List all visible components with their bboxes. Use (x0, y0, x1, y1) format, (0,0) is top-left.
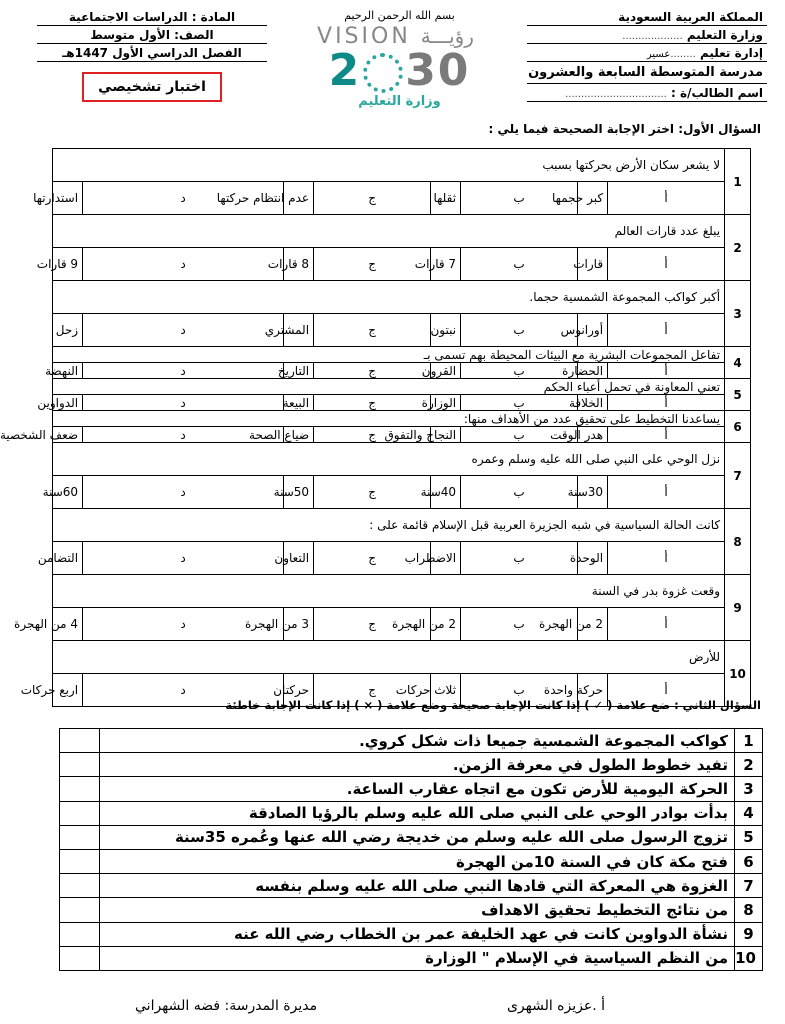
q1-options-row (53, 182, 751, 215)
statement-text: فتح مكة كان في السنة 10من الهجرة (100, 849, 735, 873)
option-letter: د (83, 674, 284, 707)
vision-2030-logo: 2 30 (328, 45, 471, 96)
principal-name: مديرة المدرسة: فضه الشهراني (135, 998, 318, 1014)
q1-question-row (53, 379, 751, 395)
admin-line: إدارة تعليم ........عسير (527, 44, 767, 62)
option-letter: ج (314, 363, 431, 379)
option-letter: ب (461, 674, 578, 707)
kingdom-name: المملكة العربية السعودية (527, 8, 767, 26)
option-letter: أ (608, 363, 725, 379)
option-letter: ب (461, 542, 578, 575)
question-number: 3 (725, 281, 751, 347)
option-text[interactable]: 2 من الهجرة (578, 608, 608, 641)
option-text[interactable]: استدارتها (53, 182, 83, 215)
option-text[interactable]: 8 قارات (284, 248, 314, 281)
question-text: يساعدنا التخطيط على تحقيق عدد من الأهداف منها: (53, 411, 725, 427)
q1-question-row (53, 641, 751, 674)
option-text[interactable]: ضياع الصحة (284, 427, 314, 443)
q1-options-row (53, 476, 751, 509)
q2-statement-row (60, 898, 763, 922)
statement-number: 4 (735, 801, 763, 825)
answer-cell[interactable] (60, 825, 100, 849)
option-text[interactable]: 30سنة (578, 476, 608, 509)
option-letter: أ (608, 427, 725, 443)
option-letter: د (83, 314, 284, 347)
option-text[interactable]: أورانوس (578, 314, 608, 347)
option-text[interactable]: ثقلها (431, 182, 461, 215)
answer-cell[interactable] (60, 777, 100, 801)
q1-options-row (53, 314, 751, 347)
option-text[interactable]: اربع حركات (53, 674, 83, 707)
statement-text: بدأت بوادر الوحي على النبي صلى الله عليه وسلم بالرؤيا الصادقة (100, 801, 735, 825)
header-exam-info (37, 8, 267, 120)
statement-text: من النظم السياسية في الإسلام " الوزارة (100, 946, 735, 970)
subject: المادة : الدراسات الاجتماعية (37, 8, 267, 26)
option-letter: ج (314, 314, 431, 347)
option-letter: د (83, 395, 284, 411)
question-text: كانت الحالة السياسية في شبه الجزيرة العربية قبل الإسلام قائمة على : (53, 509, 725, 542)
statement-number: 7 (735, 874, 763, 898)
option-text[interactable]: حركة واحدة (578, 674, 608, 707)
statement-number: 1 (735, 729, 763, 753)
option-text[interactable]: الدواوين (53, 395, 83, 411)
option-letter: أ (608, 248, 725, 281)
q2-statement-row (60, 922, 763, 946)
option-text[interactable]: التاريخ (284, 363, 314, 379)
option-letter: ب (461, 395, 578, 411)
option-text[interactable]: 4 من الهجرة (53, 608, 83, 641)
q1-question-row (53, 509, 751, 542)
option-text[interactable]: قارات (578, 248, 608, 281)
option-letter: أ (608, 314, 725, 347)
option-letter: ب (461, 314, 578, 347)
grade: الصف: الأول متوسط (37, 26, 267, 44)
q2-statement-row (60, 729, 763, 753)
q1-question-row (53, 443, 751, 476)
option-letter: ج (314, 674, 431, 707)
option-letter: د (83, 608, 284, 641)
q2-statement-row (60, 946, 763, 970)
question-text: للأرض (53, 641, 725, 674)
option-text[interactable]: الخلافة (578, 395, 608, 411)
statement-number: 2 (735, 753, 763, 777)
question-number: 10 (725, 641, 751, 707)
option-letter: ج (314, 248, 431, 281)
option-text[interactable]: 50سنة (284, 476, 314, 509)
answer-cell[interactable] (60, 801, 100, 825)
option-text[interactable]: 3 من الهجرة (284, 608, 314, 641)
option-text[interactable]: التعاون (284, 542, 314, 575)
q1-question-row (53, 411, 751, 427)
option-letter: أ (608, 674, 725, 707)
q2-statement-row (60, 849, 763, 873)
student-name-line: اسم الطالب/ة : ................................ (527, 84, 767, 102)
q2-statement-row (60, 753, 763, 777)
question-number: 1 (725, 149, 751, 215)
option-letter: د (83, 476, 284, 509)
option-text[interactable]: القرون (431, 363, 461, 379)
answer-cell[interactable] (60, 849, 100, 873)
question-number: 4 (725, 347, 751, 379)
option-letter: أ (608, 608, 725, 641)
option-letter: د (83, 542, 284, 575)
q1-question-row (53, 281, 751, 314)
answer-cell[interactable] (60, 753, 100, 777)
q1-options-row (53, 608, 751, 641)
q1-options-row (53, 542, 751, 575)
option-text[interactable]: 60سنة (53, 476, 83, 509)
option-text[interactable]: البيعة (284, 395, 314, 411)
option-text[interactable]: الوحدة (578, 542, 608, 575)
exam-header (37, 8, 767, 120)
option-text[interactable]: ضعف الشخصية (53, 427, 83, 443)
question-text: لا يشعر سكان الأرض بحركتها بسبب (53, 149, 725, 182)
q1-question-row (53, 347, 751, 363)
option-text[interactable]: زحل (53, 314, 83, 347)
option-letter: ج (314, 542, 431, 575)
option-text[interactable]: عدم انتظام حركتها (284, 182, 314, 215)
option-letter: ب (461, 427, 578, 443)
option-text[interactable]: حركتان (284, 674, 314, 707)
option-text[interactable]: الوزارة (431, 395, 461, 411)
statement-number: 10 (735, 946, 763, 970)
q2-statement-row (60, 777, 763, 801)
question-text: تعني المعاونة في تحمل أعباء الحكم (53, 379, 725, 395)
q1-table (0, 148, 751, 707)
statement-number: 5 (735, 825, 763, 849)
statement-number: 3 (735, 777, 763, 801)
q2-table (59, 728, 763, 971)
statement-number: 8 (735, 898, 763, 922)
question-number: 8 (725, 509, 751, 575)
option-letter: أ (608, 542, 725, 575)
q1-question-row (53, 215, 751, 248)
option-letter: ج (314, 395, 431, 411)
question-text: يبلغ عدد قارات العالم (53, 215, 725, 248)
term: الفصل الدراسي الأول 1447هـ (37, 44, 267, 62)
basmala: بسم الله الرحمن الرحيم (344, 9, 455, 22)
answer-cell[interactable] (60, 898, 100, 922)
option-text[interactable]: 9 قارات (53, 248, 83, 281)
question-number: 2 (725, 215, 751, 281)
option-letter: ج (314, 476, 431, 509)
option-text[interactable]: 40سنة (431, 476, 461, 509)
option-text[interactable]: ثلاث حركات (431, 674, 461, 707)
option-text[interactable]: هدر الوقت (578, 427, 608, 443)
q2-statement-row (60, 874, 763, 898)
answer-cell[interactable] (60, 922, 100, 946)
option-text[interactable]: كبر حجمها (578, 182, 608, 215)
statement-number: 6 (735, 849, 763, 873)
option-letter: ب (461, 248, 578, 281)
q1-title: السؤال الأول: اختر الإجابة الصحيحة فيما يلي : (488, 122, 761, 136)
option-text[interactable]: نبتون (431, 314, 461, 347)
option-letter: ب (461, 608, 578, 641)
option-letter: د (83, 248, 284, 281)
q1-options-row (53, 363, 751, 379)
q2-title: السؤال الثاني : ضع علامة ( ✓ ) إذا كانت الإجابة صحيحة وضع علامة ( × ) إذا كانت الإجابة خاطئة (225, 698, 761, 712)
question-text: أكبر كواكب المجموعة الشمسية حجما. (53, 281, 725, 314)
statement-number: 9 (735, 922, 763, 946)
footer (17, 998, 785, 1022)
option-letter: د (83, 182, 284, 215)
option-text[interactable]: النهضة (53, 363, 83, 379)
option-text[interactable]: الحضارة (578, 363, 608, 379)
statement-text: تفيد خطوط الطول في معرفة الزمن. (100, 753, 735, 777)
option-letter: ب (461, 476, 578, 509)
q1-options-row (53, 427, 751, 443)
answer-cell[interactable] (60, 729, 100, 753)
vision-text: VISION رؤيـــة (317, 24, 474, 49)
header-logo (272, 8, 527, 120)
option-letter: أ (608, 395, 725, 411)
q1-question-row (53, 575, 751, 608)
question-number: 9 (725, 575, 751, 641)
school-name: مدرسة المتوسطة السابعة والعشرون (527, 62, 767, 84)
statement-text: الغزوة هي المعركة التي قادها النبي صلى الله عليه وسلم بنفسه (100, 874, 735, 898)
option-text[interactable]: المشتري (284, 314, 314, 347)
question-number: 7 (725, 443, 751, 509)
question-text: تفاعل المجموعات البشرية مع البيئات المحيطة بهم تسمى بـ (53, 347, 725, 363)
q1-question-row (53, 149, 751, 182)
option-letter: ب (461, 182, 578, 215)
statement-text: من نتائج التخطيط تحقيق الاهداف (100, 898, 735, 922)
vision-emblem-icon (363, 53, 403, 93)
option-text[interactable]: 2 من الهجرة (431, 608, 461, 641)
question-text: وقعت غزوة بدر في السنة (53, 575, 725, 608)
option-text[interactable]: 7 قارات (431, 248, 461, 281)
option-letter: أ (608, 476, 725, 509)
option-letter: ب (461, 363, 578, 379)
question-number: 5 (725, 379, 751, 411)
q2-statement-row (60, 801, 763, 825)
option-letter: د (83, 363, 284, 379)
q2-statement-row (60, 825, 763, 849)
statement-text: تزوج الرسول صلى الله عليه وسلم من خديجة رضي الله عنها وعُمره 35سنة (100, 825, 735, 849)
question-number: 6 (725, 411, 751, 443)
exam-type-box: اختبار تشخيصي (82, 72, 222, 102)
teacher-name: أ .عزيزه الشهرى (506, 998, 605, 1014)
option-text[interactable]: النجاح والتفوق (431, 427, 461, 443)
statement-text: نشأة الدواوين كانت في عهد الخليفة عمر بن الخطاب رضي الله عنه (100, 922, 735, 946)
option-letter: أ (608, 182, 725, 215)
option-letter: ج (314, 427, 431, 443)
question-text: نزل الوحي على النبي صلى الله عليه وسلم وعمره (53, 443, 725, 476)
q1-options-row (53, 248, 751, 281)
option-letter: د (83, 427, 284, 443)
statement-text: كواكب المجموعة الشمسية جميعا ذات شكل كروي. (100, 729, 735, 753)
statement-text: الحركة اليومية للأرض تكون مع اتجاه عقارب الساعة. (100, 777, 735, 801)
option-letter: ج (314, 182, 431, 215)
answer-cell[interactable] (60, 946, 100, 970)
answer-cell[interactable] (60, 874, 100, 898)
ministry-logo-text: وزارة التعليم (358, 94, 441, 109)
option-text[interactable]: الاضطراب (431, 542, 461, 575)
q1-options-row (53, 395, 751, 411)
option-letter: ج (314, 608, 431, 641)
ministry-line: وزارة التعليم ................... (527, 26, 767, 44)
option-text[interactable]: التضامن (53, 542, 83, 575)
header-school-info (527, 8, 767, 120)
